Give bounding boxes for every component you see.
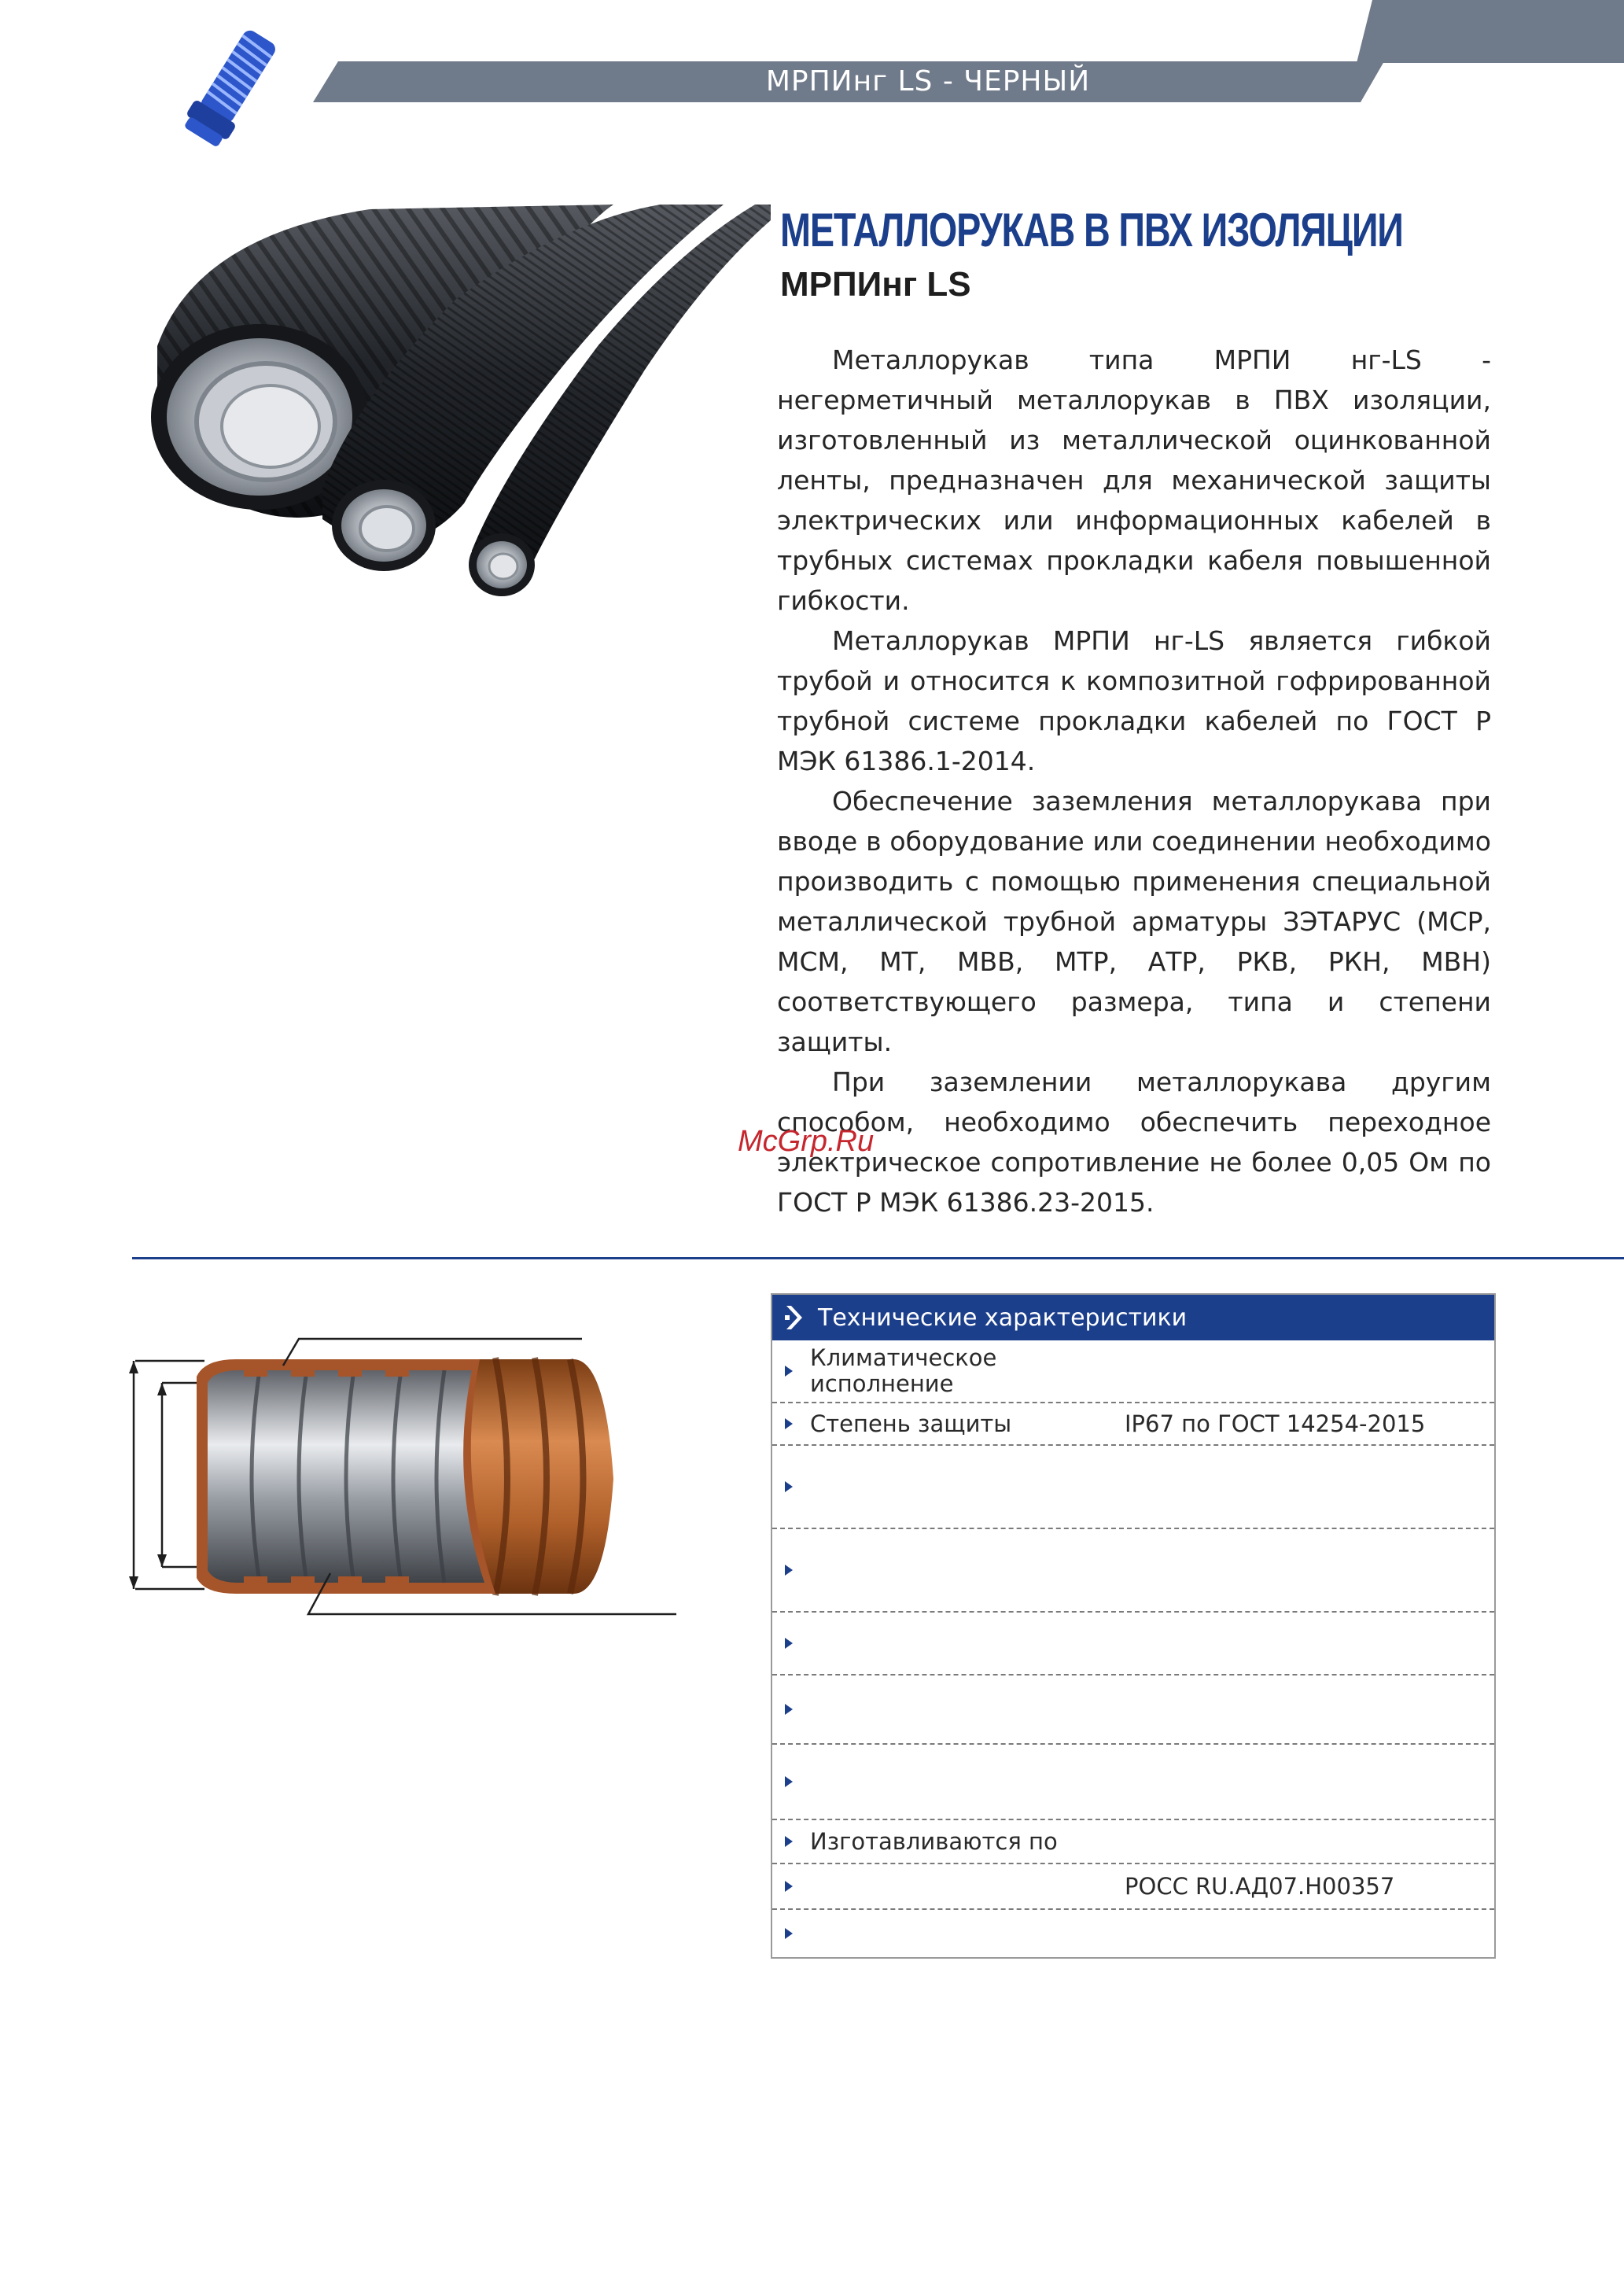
product-description [777,340,1491,1222]
header-title: МРПИнг LS - ЧЕРНЫЙ [765,65,1091,98]
table-row [772,1446,1494,1529]
bullet-arrow-icon [772,1928,805,1939]
spec-value: IP67 по ГОСТ 14254-2015 [1125,1410,1426,1437]
table-row [772,1529,1494,1613]
chevron-right-icon [772,1295,818,1340]
description-paragraph: Обеспечение заземления металлорукава при вводе в оборудование или соединении необходимо производить с помощью применения специальной металлической трубной арматуры ЗЭТАРУС (МСР, МСМ, МТ, МВВ, МТР, АТР, РКВ, РКН, МВН) соответствующего размера, типа и степени защиты. [777,786,1491,1057]
table-row [772,1613,1494,1676]
bullet-arrow-icon [772,1565,805,1576]
table-row [772,1864,1494,1910]
description-paragraph: При заземлении металлорукава другим способом, необходимо обеспечить переходное электрическое сопротивление не более 0,05 Ом по ГОСТ Р МЭК 61386.23-2015. [777,1067,1491,1218]
table-row [772,1403,1494,1446]
conduit-coil-icon [173,24,291,149]
bullet-arrow-icon [772,1836,805,1847]
spec-label: Степень защиты [810,1410,1012,1437]
conduit-cross-section-diagram [126,1329,755,1644]
description-paragraph: Металлорукав типа МРПИ нг-LS - негерметичный металлорукав в ПВХ изоляции, изготовленный из металлической оцинкованной ленты, предназначен для механической защиты электрических или информационных кабелей в трубных системах прокладки кабеля повышенной гибкости. [777,345,1491,616]
table-row [772,1676,1494,1745]
bullet-arrow-icon [772,1481,805,1492]
bullet-arrow-icon [772,1704,805,1715]
specifications-title: Технические характеристики [818,1303,1188,1332]
description-paragraph: Металлорукав МРПИ нг-LS является гибкой трубой и относится к композитной гофрированной трубной системе прокладки кабелей по ГОСТ Р МЭК 61386.1-2014. [777,625,1491,776]
bullet-arrow-icon [772,1881,805,1892]
table-row [772,1910,1494,1957]
conduit-product-photo [126,205,771,606]
spec-label: Климатическое исполнение [810,1344,997,1397]
spec-value: РОСС RU.АД07.Н00357 [1125,1872,1395,1900]
section-divider [132,1257,1624,1259]
specifications-table [771,1293,1496,1959]
watermark: McGrp.Ru [738,1125,875,1158]
bullet-arrow-icon [772,1638,805,1649]
product-subheading: МРПИнг LS [780,265,971,304]
spec-label: Изготавливаются по [810,1827,1058,1855]
table-row [772,1820,1494,1864]
specifications-header [772,1295,1494,1340]
table-row [772,1745,1494,1820]
bullet-arrow-icon [772,1366,805,1377]
table-row [772,1340,1494,1403]
bullet-arrow-icon [772,1418,805,1429]
bullet-arrow-icon [772,1776,805,1787]
product-heading: МЕТАЛЛОРУКАВ В ПВХ ИЗОЛЯЦИИ [780,204,1403,256]
